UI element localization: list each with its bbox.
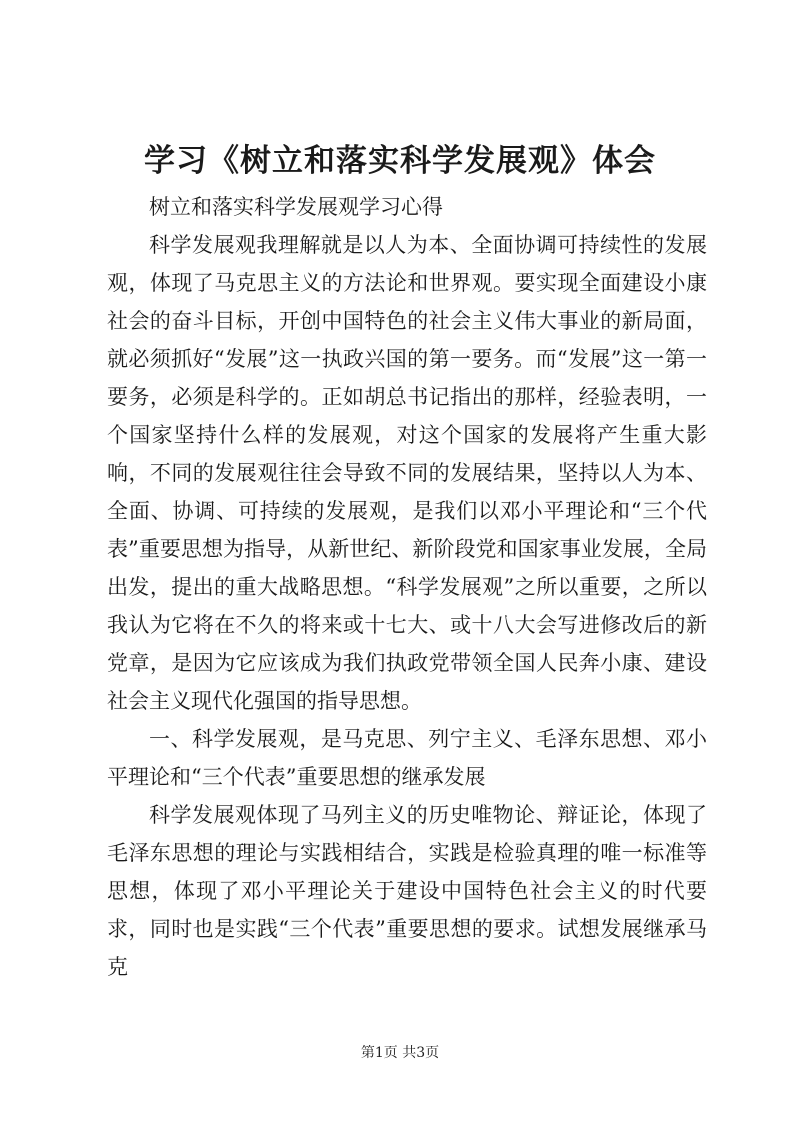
section-heading-paragraph: 一、科学发展观，是马克思、列宁主义、毛泽东思想、邓小平理论和“三个代表”重要思想的继承发展 — [107, 727, 707, 789]
document-title: 学习《树立和落实科学发展观》体会 — [144, 143, 656, 179]
page-number-footer: 第1页 共3页 — [360, 1045, 440, 1061]
subtitle-paragraph: 树立和落实科学发展观学习心得 — [149, 195, 443, 219]
body-paragraph: 科学发展观体现了马列主义的历史唯物论、辩证论，体现了毛泽东思想的理论与实践相结合，实践是检验真理的唯一标准等思想，体现了邓小平理论关于建设中国特色社会主义的时代要求，同时也是实践“三个代表”重要思想的要求。试想发展继承马克 — [107, 803, 707, 979]
body-paragraph: 科学发展观我理解就是以人为本、全面协调可持续性的发展观，体现了马克思主义的方法论和世界观。要实现全面建设小康社会的奋斗目标，开创中国特色的社会主义伟大事业的新局面，就必须抓好“发展”这一执政兴国的第一要务。而“发展”这一第一要务，必须是科学的。正如胡总书记指出的那样，经验表明，一个国家坚持什么样的发展观，对这个国家的发展将产生重大影响，不同的发展观往往会导致不同的发展结果，坚持以人为本、全面、协调、可持续的发展观，是我们以邓小平理论和“三个代表”重要思想为指导，从新世纪、新阶段党和国家事业发展，全局出发，提出的重大战略思想。“科学发展观”之所以重要，之所以我认为它将在不久的将来或十七大、或十八大会写进修改后的新党章，是因为它应该成为我们执政党带领全国人民奔小康、建设社会主义现代化强国的指导思想。 — [107, 233, 707, 713]
document-body — [107, 188, 707, 986]
